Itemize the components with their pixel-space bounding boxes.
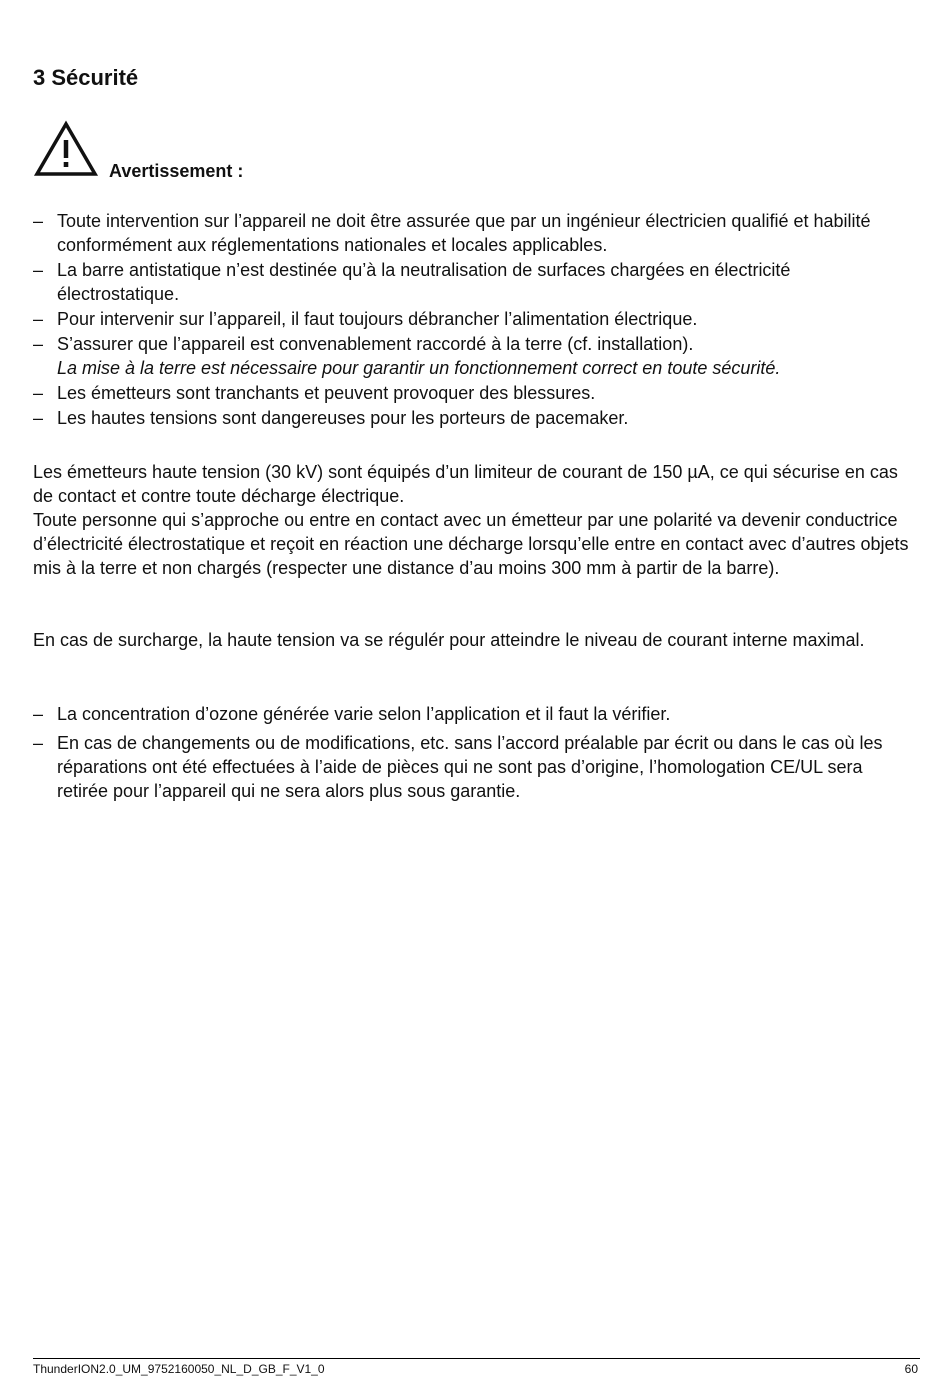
list-item-text: La barre antistatique n’est destinée qu’à la neutralisation de surfaces chargées en électricité électrostatique. (57, 260, 791, 304)
list-dash: – (33, 733, 44, 753)
list-item (33, 702, 915, 726)
notes-list (33, 702, 915, 808)
list-item-text: Les hautes tensions sont dangereuses pour les porteurs de pacemaker. (57, 408, 629, 428)
safety-list (33, 209, 915, 431)
list-item-text: Pour intervenir sur l’appareil, il faut toujours débrancher l’alimentation électrique. (57, 309, 698, 329)
list-item-text: La concentration d’ozone générée varie selon l’application et il faut la vérifier. (57, 704, 671, 724)
section-heading: 3 Sécurité (33, 65, 139, 90)
page-footer (33, 1358, 920, 1376)
current-limiter-paragraph (33, 460, 915, 580)
list-dash: – (33, 309, 44, 329)
list-dash: – (33, 211, 44, 231)
overload-paragraph: En cas de surcharge, la haute tension va se régulér pour atteindre le niveau de courant interne maximal. (33, 630, 865, 650)
list-item (33, 258, 915, 306)
footer-doc-id: ThunderION2.0_UM_9752160050_NL_D_GB_F_V1_0 (33, 1362, 325, 1376)
list-item-text: S’assurer que l’appareil est convenablement raccordé à la terre (cf. installation). (57, 334, 694, 354)
list-item (33, 209, 915, 257)
paragraph-line: Toute personne qui s’approche ou entre en contact avec un émetteur par une polarité va devenir conductrice d’électricité électrostatique et reçoit en réaction une décharge lorsqu’elle entre en contact avec d’autres objets mis à la terre et non chargés (respecter une distance d’au moins 300 mm à partir de la barre). (33, 510, 909, 578)
list-item (33, 381, 915, 405)
list-item (33, 406, 915, 430)
list-item (33, 332, 915, 380)
list-item (33, 731, 915, 803)
list-dash: – (33, 704, 44, 724)
paragraph-line: Les émetteurs haute tension (30 kV) sont équipés d’un limiteur de courant de 150 µA, ce qui sécurise en cas de contact et contre toute décharge électrique. (33, 462, 898, 506)
list-dash: – (33, 334, 44, 354)
list-item-text: En cas de changements ou de modifications, etc. sans l’accord préalable par écrit ou dans le cas où les réparations ont été effectuées à l’aide de pièces qui ne sont pas d’origine, l’homologation CE/UL sera retirée pour l’appareil qui ne sera alors plus sous garantie. (57, 733, 883, 801)
list-dash: – (33, 260, 44, 280)
list-item (33, 307, 915, 331)
grounding-note: La mise à la terre est nécessaire pour garantir un fonctionnement correct en toute sécurité. (57, 358, 781, 378)
footer-page-number: 60 (904, 1362, 918, 1376)
list-item-text: Toute intervention sur l’appareil ne doit être assurée que par un ingénieur électricien qualifié et habilité conformément aux réglementations nationales et locales applicables. (57, 211, 871, 255)
list-dash: – (33, 383, 44, 403)
warning-title: Avertissement : (109, 161, 244, 181)
list-item-text: Les émetteurs sont tranchants et peuvent provoquer des blessures. (57, 383, 596, 403)
warning-triangle-icon (33, 120, 99, 180)
list-dash: – (33, 408, 44, 428)
